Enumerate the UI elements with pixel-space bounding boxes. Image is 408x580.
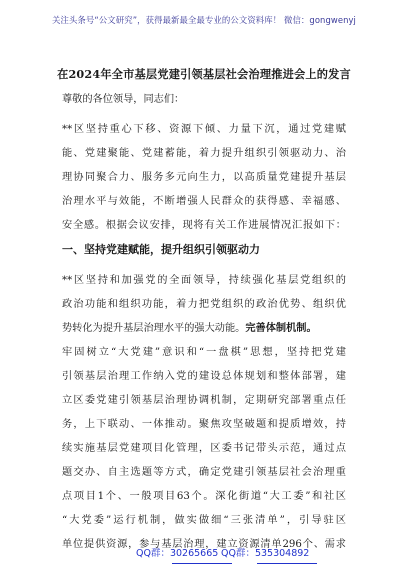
body-line-11: “大党委”运行机制，做实做细“三张清单”，引导驻区 bbox=[62, 515, 346, 526]
intro-line-2: 能、党建聚能、党建蓄能，着力提升组织引领驱动力、治 bbox=[62, 148, 346, 159]
bold-subheading: 完善体制机制。 bbox=[245, 323, 317, 334]
body-line-7: 务，上下联动、一体推动。聚焦攻坚破题和提质增效，持 bbox=[62, 419, 346, 430]
body-line-8: 续实施基层党建项目化管理，区委书记带头示范，通过点 bbox=[62, 443, 346, 454]
intro-line-3: 理协同聚合力、服务多元向生力，以高质量党建提升基层 bbox=[62, 172, 346, 183]
intro-line-4: 治理水平与效能，不断增强人民群众的获得感、幸福感、 bbox=[62, 196, 346, 207]
footer-underline-2 bbox=[257, 563, 317, 564]
salutation: 尊敬的各位领导，同志们： bbox=[62, 94, 185, 105]
body-line-10: 点项目1个、一般项目63个。深化街道“大工委”和社区 bbox=[62, 491, 346, 502]
body-line-3-text: 势转化为提升基层治理水平的强大动能。 bbox=[62, 323, 246, 334]
document-title: 在2024年全市基层党建引领基层社会治理推进会上的发言 bbox=[57, 67, 351, 81]
section-heading: 一、坚持党建赋能，提升组织引领驱动力 bbox=[62, 243, 260, 256]
footer-underline-1 bbox=[172, 563, 232, 564]
body-line-5: 引领基层治理工作纳入党的建设总体规划和整体部署，建 bbox=[62, 371, 346, 382]
intro-line-5: 安全感。根据会议安排，现将有关工作进展情况汇报如下： bbox=[62, 220, 346, 231]
body-line-6: 立区委党建引领基层治理协调机制，定期研究部署重点任 bbox=[62, 395, 346, 406]
footer-qq-group-1: QQ群：30265665 bbox=[136, 548, 219, 559]
body-line-1: **区坚持和加强党的全面领导，持续强化基层党组织的 bbox=[62, 275, 346, 286]
body-line-2: 政治功能和组织功能，着力把党组织的政治优势、组织优 bbox=[62, 299, 346, 310]
body-line-12: 单位提供资源，参与基层治理，建立资源清单296个、需求 bbox=[62, 539, 346, 550]
intro-line-1: **区坚持重心下移、资源下倾、力量下沉，通过党建赋 bbox=[62, 124, 346, 135]
body-line-3 bbox=[62, 321, 346, 337]
body-line-9: 题交办、自主选题等方式，确定党建引领基层社会治理重 bbox=[62, 467, 346, 478]
footer-qq-group-2: QQ群：535304892 bbox=[221, 548, 310, 559]
body-line-4: 牢固树立“大党建”意识和“一盘棋”思想，坚持把党建 bbox=[62, 347, 346, 358]
header-banner: 关注头条号“公文研究”，获得最新最全最专业的公文资料库！ 微信：gongwenyj bbox=[52, 15, 356, 25]
